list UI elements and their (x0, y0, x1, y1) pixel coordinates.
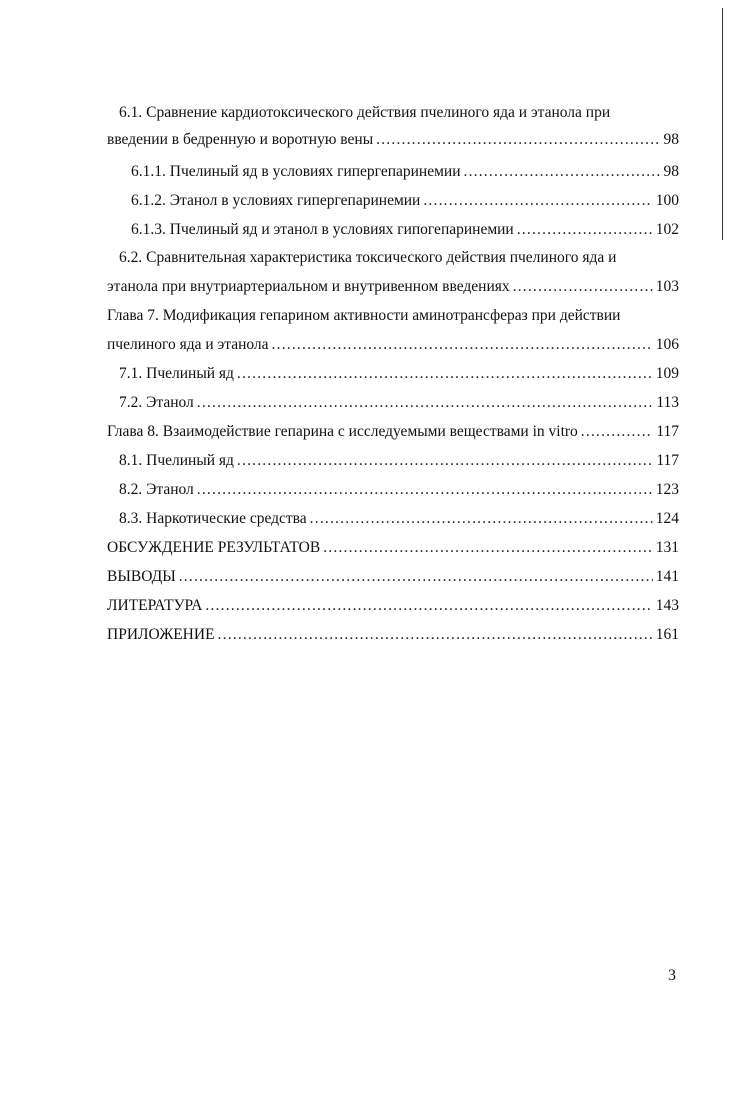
toc-leader-dots (581, 422, 654, 442)
toc-leader-dots (179, 567, 653, 587)
toc-entry-8-2 (119, 480, 679, 500)
toc-entry-text: 6.2. Сравнительная характеристика токсического действия пчелиного яда и (119, 249, 617, 266)
toc-leader-dots (272, 335, 653, 355)
toc-entry-6-1-3 (131, 220, 679, 240)
toc-entry-discussion (107, 538, 679, 558)
toc-leader-dots (197, 393, 654, 413)
toc-entry-title: 6.1.3. Пчелиный яд и этанол в условиях гипогепаринемии (131, 221, 514, 238)
toc-leader-dots (464, 162, 661, 182)
toc-entry-title: 7.2. Этанол (119, 394, 194, 411)
toc-leader-dots (423, 191, 652, 211)
toc-leader-dots (218, 625, 653, 645)
toc-leader-dots (376, 130, 660, 150)
toc-entry-text: Глава 7. Модификация гепарином активности аминотрансфераз при действии (107, 307, 621, 324)
toc-entry-7-2 (119, 393, 679, 413)
toc-entry-title: 8.1. Пчелиный яд (119, 452, 234, 469)
toc-entry-title: введении в бедренную и воротную вены (107, 131, 374, 148)
toc-entry-title: 6.1.2. Этанол в условиях гипергепаринемии (131, 192, 421, 209)
toc-entry-title: 8.2. Этанол (119, 481, 194, 498)
toc-page-number: 98 (663, 163, 679, 180)
toc-page-number: 113 (656, 394, 679, 411)
toc-page-number: 117 (656, 452, 679, 469)
toc-page-number: 131 (655, 539, 679, 556)
toc-page-number: 100 (655, 192, 679, 209)
toc-page-number: 141 (655, 568, 679, 585)
toc-entry-title: 8.3. Наркотические средства (119, 510, 307, 527)
scan-edge-line (722, 8, 723, 240)
toc-entry-title: Глава 8. Взаимодействие гепарина с исследуемыми веществами in vitro (107, 423, 578, 440)
toc-leader-dots (513, 277, 653, 297)
toc-entry-title: 6.1.1. Пчелиный яд в условиях гипергепаринемии (131, 163, 461, 180)
toc-entry-title: пчелиного яда и этанола (107, 336, 269, 353)
toc-entry-6-1-2 (131, 191, 679, 211)
toc-entry-title: ЛИТЕРАТУРА (107, 597, 203, 614)
toc-leader-dots (517, 220, 653, 240)
toc-leader-dots (310, 509, 653, 529)
toc-entry-literature (107, 596, 679, 616)
toc-entry-title: 7.1. Пчелиный яд (119, 365, 234, 382)
toc-page-number: 109 (655, 365, 679, 382)
page-number: 3 (668, 967, 676, 984)
toc-page-number: 143 (655, 597, 679, 614)
toc-entry-conclusions (107, 567, 679, 587)
toc-entry-text: 6.1. Сравнение кардиотоксического действия пчелиного яда и этанола при (119, 104, 611, 121)
toc-entry-8-1 (119, 451, 679, 471)
toc-page-number: 124 (655, 510, 679, 527)
toc-entry-7-1 (119, 364, 679, 384)
toc-page-number: 106 (655, 336, 679, 353)
toc-page-number: 102 (655, 221, 679, 238)
toc-leader-dots (323, 538, 653, 558)
toc-entry-8-3 (119, 509, 679, 529)
toc-entry-6-1-line1 (119, 103, 679, 123)
toc-entry-title: этанола при внутриартериальном и внутривенном введениях (107, 278, 510, 295)
toc-entry-6-1 (107, 130, 679, 150)
toc-page-number: 161 (655, 626, 679, 643)
toc-page-number: 117 (656, 423, 679, 440)
toc-leader-dots (237, 364, 653, 384)
toc-page-number: 98 (663, 131, 679, 148)
toc-entry-6-2 (107, 277, 679, 297)
toc-page-number: 103 (655, 278, 679, 295)
toc-leader-dots (237, 451, 653, 471)
toc-entry-chapter-8 (107, 422, 679, 442)
toc-page-number: 123 (655, 481, 679, 498)
toc-leader-dots (197, 480, 653, 500)
toc-entry-6-2-line1 (119, 248, 679, 268)
toc-entry-title: ПРИЛОЖЕНИЕ (107, 626, 215, 643)
toc-leader-dots (205, 596, 652, 616)
toc-entry-6-1-1 (131, 162, 679, 182)
toc-entry-title: ОБСУЖДЕНИЕ РЕЗУЛЬТАТОВ (107, 539, 321, 556)
toc-entry-title: ВЫВОДЫ (107, 568, 176, 585)
toc-entry-appendix (107, 625, 679, 645)
toc-entry-chapter-7-line1 (107, 306, 679, 326)
toc-entry-chapter-7 (107, 335, 679, 355)
